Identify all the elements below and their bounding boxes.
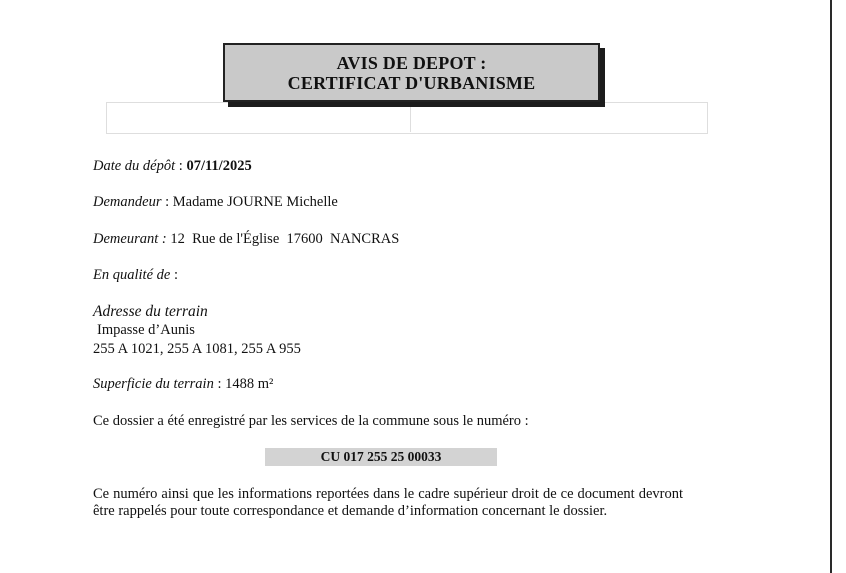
document-title xyxy=(223,43,600,102)
superficie-label: Superficie du terrain xyxy=(93,376,214,392)
demandeur-row xyxy=(93,194,338,211)
qualite-row xyxy=(93,267,178,284)
demeurant-value: 12 Rue de l'Église 17600 NANCRAS xyxy=(166,231,400,247)
superficie-value: 1488 m² xyxy=(225,376,274,392)
rappel-paragraph: Ce numéro ainsi que les informations reportées dans le cadre supérieur droit de ce document devront être rappelés pour toute correspondance et demande d’information concernant le dossier. xyxy=(93,486,683,519)
qualite-label: En qualité de xyxy=(93,267,171,283)
adresse-line-2: 255 A 1021, 255 A 1081, 255 A 955 xyxy=(93,341,301,357)
demandeur-value: Madame JOURNE Michelle xyxy=(172,194,338,210)
enregistrement-text: Ce dossier a été enregistré par les services de la commune sous le numéro : xyxy=(93,413,529,429)
page-edge xyxy=(830,0,832,573)
superficie-row xyxy=(93,376,273,393)
dossier-number: CU 017 255 25 00033 xyxy=(265,448,497,466)
demeurant-row xyxy=(93,231,399,248)
date-depot-label: Date du dépôt xyxy=(93,158,176,174)
title-line-1: AVIS DE DEPOT : xyxy=(336,52,487,73)
superficie-sep: : xyxy=(213,376,226,392)
demandeur-sep: : xyxy=(161,194,173,210)
date-depot-value: 07/11/2025 xyxy=(186,158,252,174)
date-depot-sep: : xyxy=(175,158,187,174)
demeurant-label: Demeurant : xyxy=(93,231,167,247)
qualite-sep: : xyxy=(170,267,178,283)
adresse-line-1: Impasse d’Aunis xyxy=(97,322,195,338)
title-line-2: CERTIFICAT D'URBANISME xyxy=(287,72,536,93)
adresse-label: Adresse du terrain xyxy=(93,303,208,320)
bleed-through-divider xyxy=(410,102,411,132)
date-depot-row xyxy=(93,158,252,175)
bleed-through-table xyxy=(106,102,708,134)
demandeur-label: Demandeur xyxy=(93,194,162,210)
